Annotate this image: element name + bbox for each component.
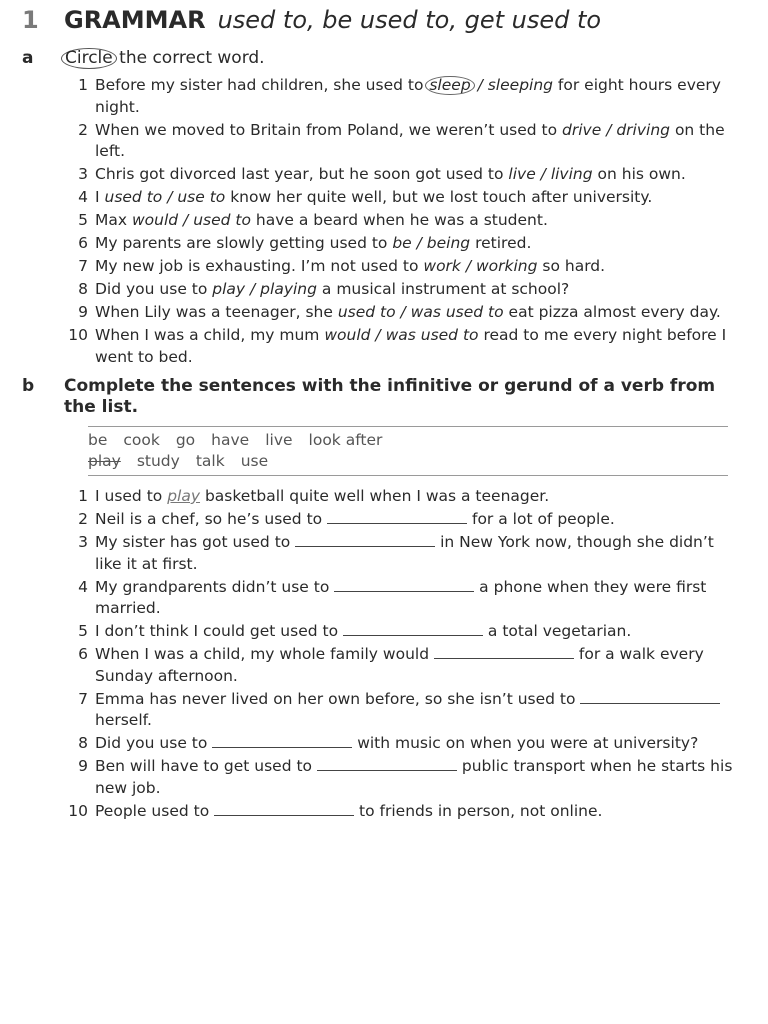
item-text <box>95 75 744 118</box>
option-choice[interactable]: living <box>550 165 593 183</box>
item-text <box>95 302 744 324</box>
word-list-word: study <box>136 452 180 470</box>
item-number: 6 <box>78 645 88 663</box>
item-text <box>95 644 744 687</box>
option-separator: / <box>460 257 476 275</box>
item-text <box>95 164 744 186</box>
sentence-part: basketball quite well when I was a teenager. <box>200 487 550 505</box>
option-choice[interactable]: would <box>324 326 371 344</box>
item-number: 5 <box>78 622 88 640</box>
option-choice[interactable]: used to <box>193 211 251 229</box>
item-number: 8 <box>78 734 88 752</box>
section-b-items <box>22 486 744 822</box>
sentence-part: Did you use to <box>95 280 213 298</box>
item-number: 1 <box>78 487 88 505</box>
option-choice[interactable]: being <box>426 234 471 252</box>
exercise-item <box>22 120 744 163</box>
exercise-item <box>22 164 744 186</box>
item-number: 10 <box>68 801 88 820</box>
option-choice[interactable]: driving <box>616 120 671 139</box>
section-a-heading <box>22 48 744 69</box>
word-list-word: look after <box>308 431 383 449</box>
word-list-word: use <box>240 452 269 470</box>
item-number: 4 <box>78 188 88 206</box>
sentence-part: so hard. <box>537 257 606 275</box>
exercise-item <box>22 689 744 732</box>
option-choice[interactable]: used to <box>337 303 396 321</box>
option-choice[interactable]: sleeping <box>487 76 553 94</box>
sentence-part: Ben will have to get used to <box>95 757 317 775</box>
sentence-part: a musical instrument at school? <box>316 280 570 298</box>
sentence-part: for a lot of people. <box>467 510 615 528</box>
sentence-part: Chris got divorced last year, but he soon got used to <box>95 165 509 183</box>
option-separator: / <box>472 76 488 94</box>
exercise-item <box>22 75 744 118</box>
option-choice[interactable]: drive <box>562 120 602 139</box>
sentence-part: a phone when they were first married. <box>95 577 707 617</box>
option-choice[interactable]: used to <box>104 188 163 206</box>
option-choice[interactable]: use to <box>177 188 226 206</box>
section-b-letter: b <box>22 376 35 396</box>
item-text <box>95 577 744 620</box>
word-list-word: play <box>88 452 121 470</box>
option-choice[interactable]: live <box>508 165 536 183</box>
item-text <box>95 325 744 368</box>
option-separator: / <box>395 303 411 321</box>
item-number: 1 <box>78 76 88 94</box>
item-number: 2 <box>78 510 88 528</box>
sentence-part: public transport when he starts his new job. <box>95 757 733 797</box>
item-number: 3 <box>78 533 88 551</box>
sentence-part: Max <box>95 211 132 229</box>
sentence-part: on the left. <box>95 120 725 160</box>
exercise-item <box>22 621 744 643</box>
sentence-part: Did you use to <box>95 734 213 752</box>
item-text <box>95 689 744 732</box>
exercise-item <box>22 733 744 755</box>
exercise-subtitle: used to, be used to, get used to <box>217 6 602 34</box>
answer-blank[interactable] <box>295 533 435 547</box>
sentence-part: eat pizza almost every day. <box>503 303 721 321</box>
item-text <box>95 233 744 255</box>
item-text <box>95 120 744 163</box>
exercise-item <box>22 187 744 209</box>
word-list-word: have <box>211 431 250 449</box>
exercise-number: 1 <box>22 6 39 34</box>
item-number: 7 <box>78 689 88 708</box>
sentence-part: Emma has never lived on her own before, so she isn’t used to <box>95 689 581 708</box>
sentence-part: for a walk every Sunday afternoon. <box>95 645 704 685</box>
option-choice[interactable]: was used to <box>385 326 479 344</box>
exercise-item <box>22 210 744 232</box>
sentence-part: retired. <box>470 234 532 252</box>
section-a-instruction-text: the correct word. <box>113 48 265 68</box>
exercise-item <box>22 279 744 301</box>
sentence-part: in New York now, though she didn’t like it at first. <box>95 533 714 573</box>
option-choice[interactable]: sleep <box>425 76 474 95</box>
option-separator: / <box>411 234 427 252</box>
sentence-part: When I was a child, my whole family would <box>95 645 434 663</box>
answer-blank[interactable] <box>580 690 720 704</box>
item-text <box>95 733 744 755</box>
word-list-word: live <box>265 431 293 449</box>
word-list-word: talk <box>195 452 225 470</box>
exercise-header <box>22 6 744 40</box>
option-separator: / <box>601 120 617 139</box>
item-text <box>95 187 744 209</box>
answer-blank[interactable] <box>343 622 483 636</box>
option-choice[interactable]: was used to <box>410 303 504 321</box>
sentence-part: have a beard when he was a student. <box>250 211 548 229</box>
item-text <box>95 801 744 823</box>
sentence-part: When I was a child, my mum <box>95 326 325 344</box>
section-b-heading <box>22 376 744 418</box>
item-number: 9 <box>78 757 88 775</box>
sentence-part: I don’t think I could get used to <box>95 622 343 640</box>
section-a-items <box>22 75 744 368</box>
exercise-item <box>22 532 744 575</box>
answer-blank[interactable] <box>214 802 354 816</box>
item-number: 8 <box>78 280 88 298</box>
word-list-word: be <box>88 431 108 449</box>
sentence-part: for eight hours every night. <box>95 76 721 116</box>
exercise-item <box>22 302 744 324</box>
item-text <box>95 532 744 575</box>
item-number: 10 <box>68 326 88 344</box>
exercise-item <box>22 801 744 823</box>
item-number: 2 <box>78 120 88 139</box>
answer-blank[interactable] <box>334 578 474 592</box>
sentence-part: When we moved to Britain from Poland, we weren’t used to <box>95 120 563 139</box>
sentence-part: with music on when you were at university? <box>352 734 699 752</box>
sentence-part: People used to <box>95 801 215 820</box>
exercise-item <box>22 256 744 278</box>
section-a-instruction <box>64 48 744 69</box>
section-a-letter: a <box>22 48 34 68</box>
item-number: 6 <box>78 234 88 252</box>
answer-blank[interactable] <box>212 734 352 748</box>
answer-blank[interactable] <box>434 645 574 659</box>
sentence-part: know her quite well, but we lost touch after university. <box>225 188 653 206</box>
circled-word: Circle <box>61 48 117 69</box>
sentence-part: When Lily was a teenager, she <box>95 303 338 321</box>
exercise-item <box>22 325 744 368</box>
item-text <box>95 756 744 799</box>
option-choice[interactable]: working <box>475 257 538 275</box>
option-separator: / <box>535 165 551 183</box>
option-separator: / <box>178 211 194 229</box>
sentence-part: to friends in person, not online. <box>354 801 603 820</box>
exercise-item <box>22 644 744 687</box>
item-text <box>95 509 744 531</box>
option-choice[interactable]: would <box>131 211 179 229</box>
sentence-part: My parents are slowly getting used to <box>95 234 393 252</box>
item-number: 4 <box>78 577 88 596</box>
sentence-part: Before my sister had children, she used to <box>95 76 429 94</box>
exercise-item <box>22 577 744 620</box>
sentence-part: My new job is exhausting. I’m not used to <box>95 257 424 275</box>
item-text <box>95 256 744 278</box>
item-number: 7 <box>78 257 88 275</box>
option-choice[interactable]: play <box>212 280 246 298</box>
answer-blank[interactable] <box>327 510 467 524</box>
sentence-part: on his own. <box>592 165 686 183</box>
item-text <box>95 486 744 508</box>
exercise-item <box>22 509 744 531</box>
item-number: 3 <box>78 165 88 183</box>
exercise-item <box>22 486 744 508</box>
option-choice[interactable]: be <box>392 234 412 252</box>
option-separator: / <box>370 326 386 344</box>
sentence-part: My sister has got used to <box>95 533 296 551</box>
word-list-word: go <box>175 431 196 449</box>
item-number: 5 <box>78 211 88 229</box>
option-separator: / <box>162 188 178 206</box>
answer-blank[interactable] <box>317 757 457 771</box>
word-list-word: cook <box>123 431 160 449</box>
exercise-item <box>22 756 744 799</box>
sentence-part: My grandparents didn’t use to <box>95 577 335 596</box>
sentence-part: herself. <box>95 711 152 729</box>
word-list-row <box>88 451 728 472</box>
exercise-title: GRAMMAR <box>64 6 206 34</box>
sentence-part: a total vegetarian. <box>482 622 632 640</box>
item-number: 9 <box>78 303 88 321</box>
exercise-item <box>22 233 744 255</box>
example-answer: play <box>167 487 201 505</box>
section-b-instruction: Complete the sentences with the infinitive or gerund of a verb from the list. <box>64 376 716 417</box>
word-list-row <box>88 430 728 451</box>
item-text <box>95 210 744 232</box>
sentence-part: read to me every night before I went to bed. <box>95 326 727 366</box>
item-text <box>95 279 744 301</box>
option-choice[interactable]: playing <box>260 280 317 298</box>
option-separator: / <box>245 280 261 298</box>
option-choice[interactable]: work <box>423 257 461 275</box>
sentence-part: I used to <box>95 487 168 505</box>
word-list-box <box>88 426 728 476</box>
item-text <box>95 621 744 643</box>
sentence-part: I <box>95 188 105 206</box>
sentence-part: Neil is a chef, so he’s used to <box>95 510 328 528</box>
